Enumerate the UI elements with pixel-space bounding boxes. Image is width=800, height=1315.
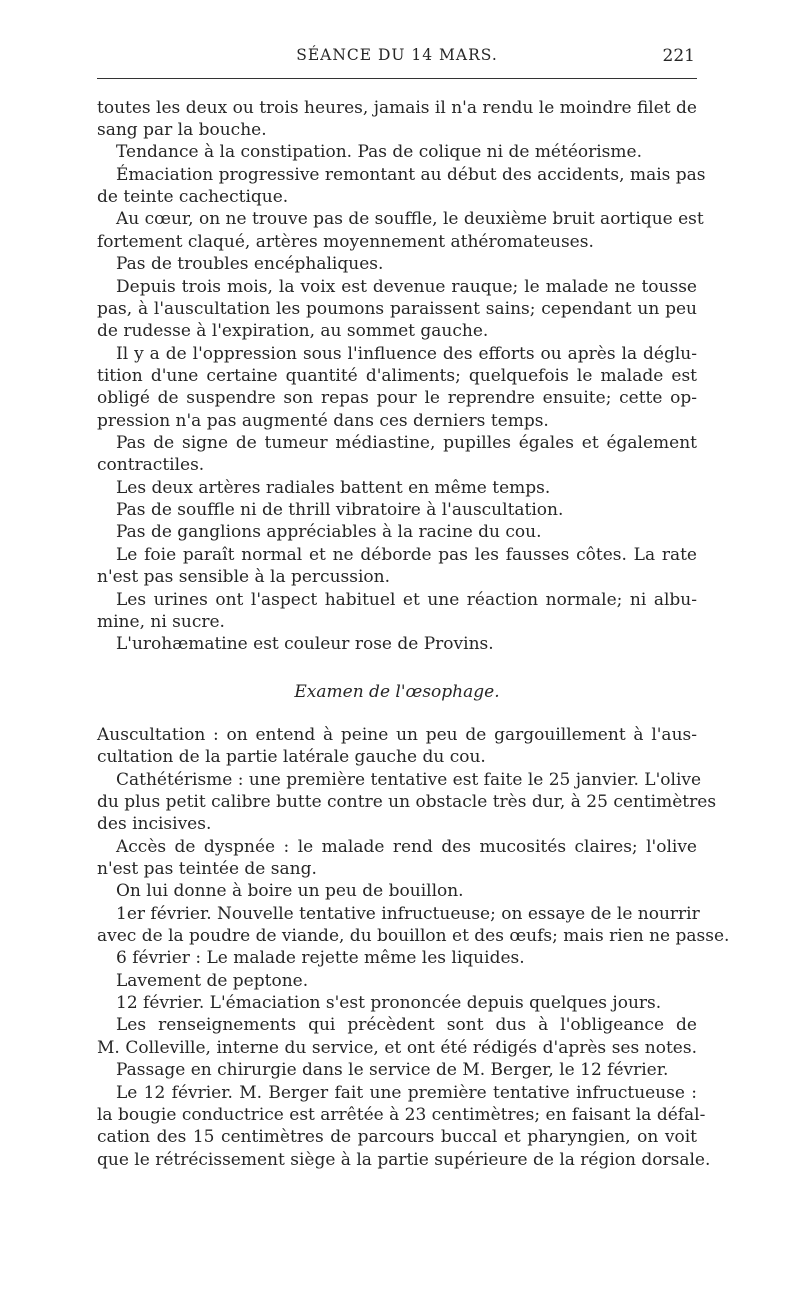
text-line: tition d'une certaine quantité d'aliments; quelquefois le malade est <box>97 366 697 386</box>
text-line: sang par la bouche. <box>97 120 267 140</box>
running-title: SÉANCE DU 14 MARS. <box>296 46 498 64</box>
text-line: Les deux artères radiales battent en même temps. <box>116 478 551 498</box>
text-line: Au cœur, on ne trouve pas de souffle, le deuxième bruit aortique est <box>116 209 704 229</box>
text-line: 6 février : Le malade rejette même les liquides. <box>116 948 525 968</box>
text-line: Émaciation progressive remontant au début des accidents, mais pas <box>116 165 706 185</box>
text-line: cultation de la partie latérale gauche du cou. <box>97 747 486 767</box>
text-line: 12 février. L'émaciation s'est prononcée depuis quelques jours. <box>116 993 662 1013</box>
running-header <box>97 44 697 72</box>
text-line: 1er février. Nouvelle tentative infructueuse; on essaye de le nourrir <box>116 904 700 924</box>
text-line: du plus petit calibre butte contre un obstacle très dur, à 25 centimètres <box>97 792 717 812</box>
text-line: contractiles. <box>97 455 205 475</box>
text-line: Le 12 février. M. Berger fait une première tentative infructueuse : <box>116 1083 697 1103</box>
text-line: Tendance à la constipation. Pas de colique ni de météorisme. <box>116 142 642 162</box>
text-line: pas, à l'auscultation les poumons paraissent sains; cependant un peu <box>97 299 697 319</box>
text-line: Les urines ont l'aspect habituel et une réaction normale; ni albu- <box>116 590 697 610</box>
text-line: n'est pas sensible à la percussion. <box>97 567 390 587</box>
text-line: de teinte cachectique. <box>97 187 289 207</box>
text-line: Auscultation : on entend à peine un peu de gargouillement à l'aus- <box>97 725 697 745</box>
text-line: Pas de souffle ni de thrill vibratoire à l'auscultation. <box>116 500 564 520</box>
text-line: toutes les deux ou trois heures, jamais il n'a rendu le moindre filet de <box>97 98 697 118</box>
header-rule <box>97 78 697 79</box>
text-line: fortement claqué, artères moyennement athéromateuses. <box>97 232 594 252</box>
text-line: obligé de suspendre son repas pour le reprendre ensuite; cette op- <box>97 388 697 408</box>
text-line: pression n'a pas augmenté dans ces derniers temps. <box>97 411 549 431</box>
text-line: Lavement de peptone. <box>116 971 309 991</box>
text-line: Il y a de l'oppression sous l'influence des efforts ou après la déglu- <box>116 344 697 364</box>
text-line: mine, ni sucre. <box>97 612 225 632</box>
text-line: n'est pas teintée de sang. <box>97 859 317 879</box>
text-line: Depuis trois mois, la voix est devenue rauque; le malade ne tousse <box>116 277 697 297</box>
text-line: que le rétrécissement siège à la partie supérieure de la région dorsale. <box>97 1150 711 1170</box>
text-line: cation des 15 centimètres de parcours buccal et pharyngien, on voit <box>97 1127 697 1147</box>
text-line: Pas de signe de tumeur médiastine, pupilles égales et également <box>116 433 697 453</box>
text-line: Le foie paraît normal et ne déborde pas les fausses côtes. La rate <box>116 545 697 565</box>
text-line: Cathétérisme : une première tentative est faite le 25 janvier. L'olive <box>116 770 702 790</box>
text-line: Accès de dyspnée : le malade rend des mucosités claires; l'olive <box>116 837 697 857</box>
text-line: Les renseignements qui précèdent sont dus à l'obligeance de <box>116 1015 697 1035</box>
text-line: Passage en chirurgie dans le service de M. Berger, le 12 février. <box>116 1060 669 1080</box>
text-line: Pas de ganglions appréciables à la racine du cou. <box>116 522 542 542</box>
page-number: 221 <box>662 46 695 66</box>
text-line: de rudesse à l'expiration, au sommet gauche. <box>97 321 489 341</box>
text-line: la bougie conductrice est arrêtée à 23 centimètres; en faisant la défal- <box>97 1105 706 1125</box>
text-line: On lui donne à boire un peu de bouillon. <box>116 881 464 901</box>
text-line: M. Colleville, interne du service, et ont été rédigés d'après ses notes. <box>97 1038 697 1058</box>
text-line: L'urohæmatine est couleur rose de Provins. <box>116 634 494 654</box>
section-subtitle: Examen de l'œsophage. <box>294 682 500 702</box>
text-line: Pas de troubles encéphaliques. <box>116 254 384 274</box>
text-line: des incisives. <box>97 814 212 834</box>
text-line: avec de la poudre de viande, du bouillon et des œufs; mais rien ne passe. <box>97 926 730 946</box>
